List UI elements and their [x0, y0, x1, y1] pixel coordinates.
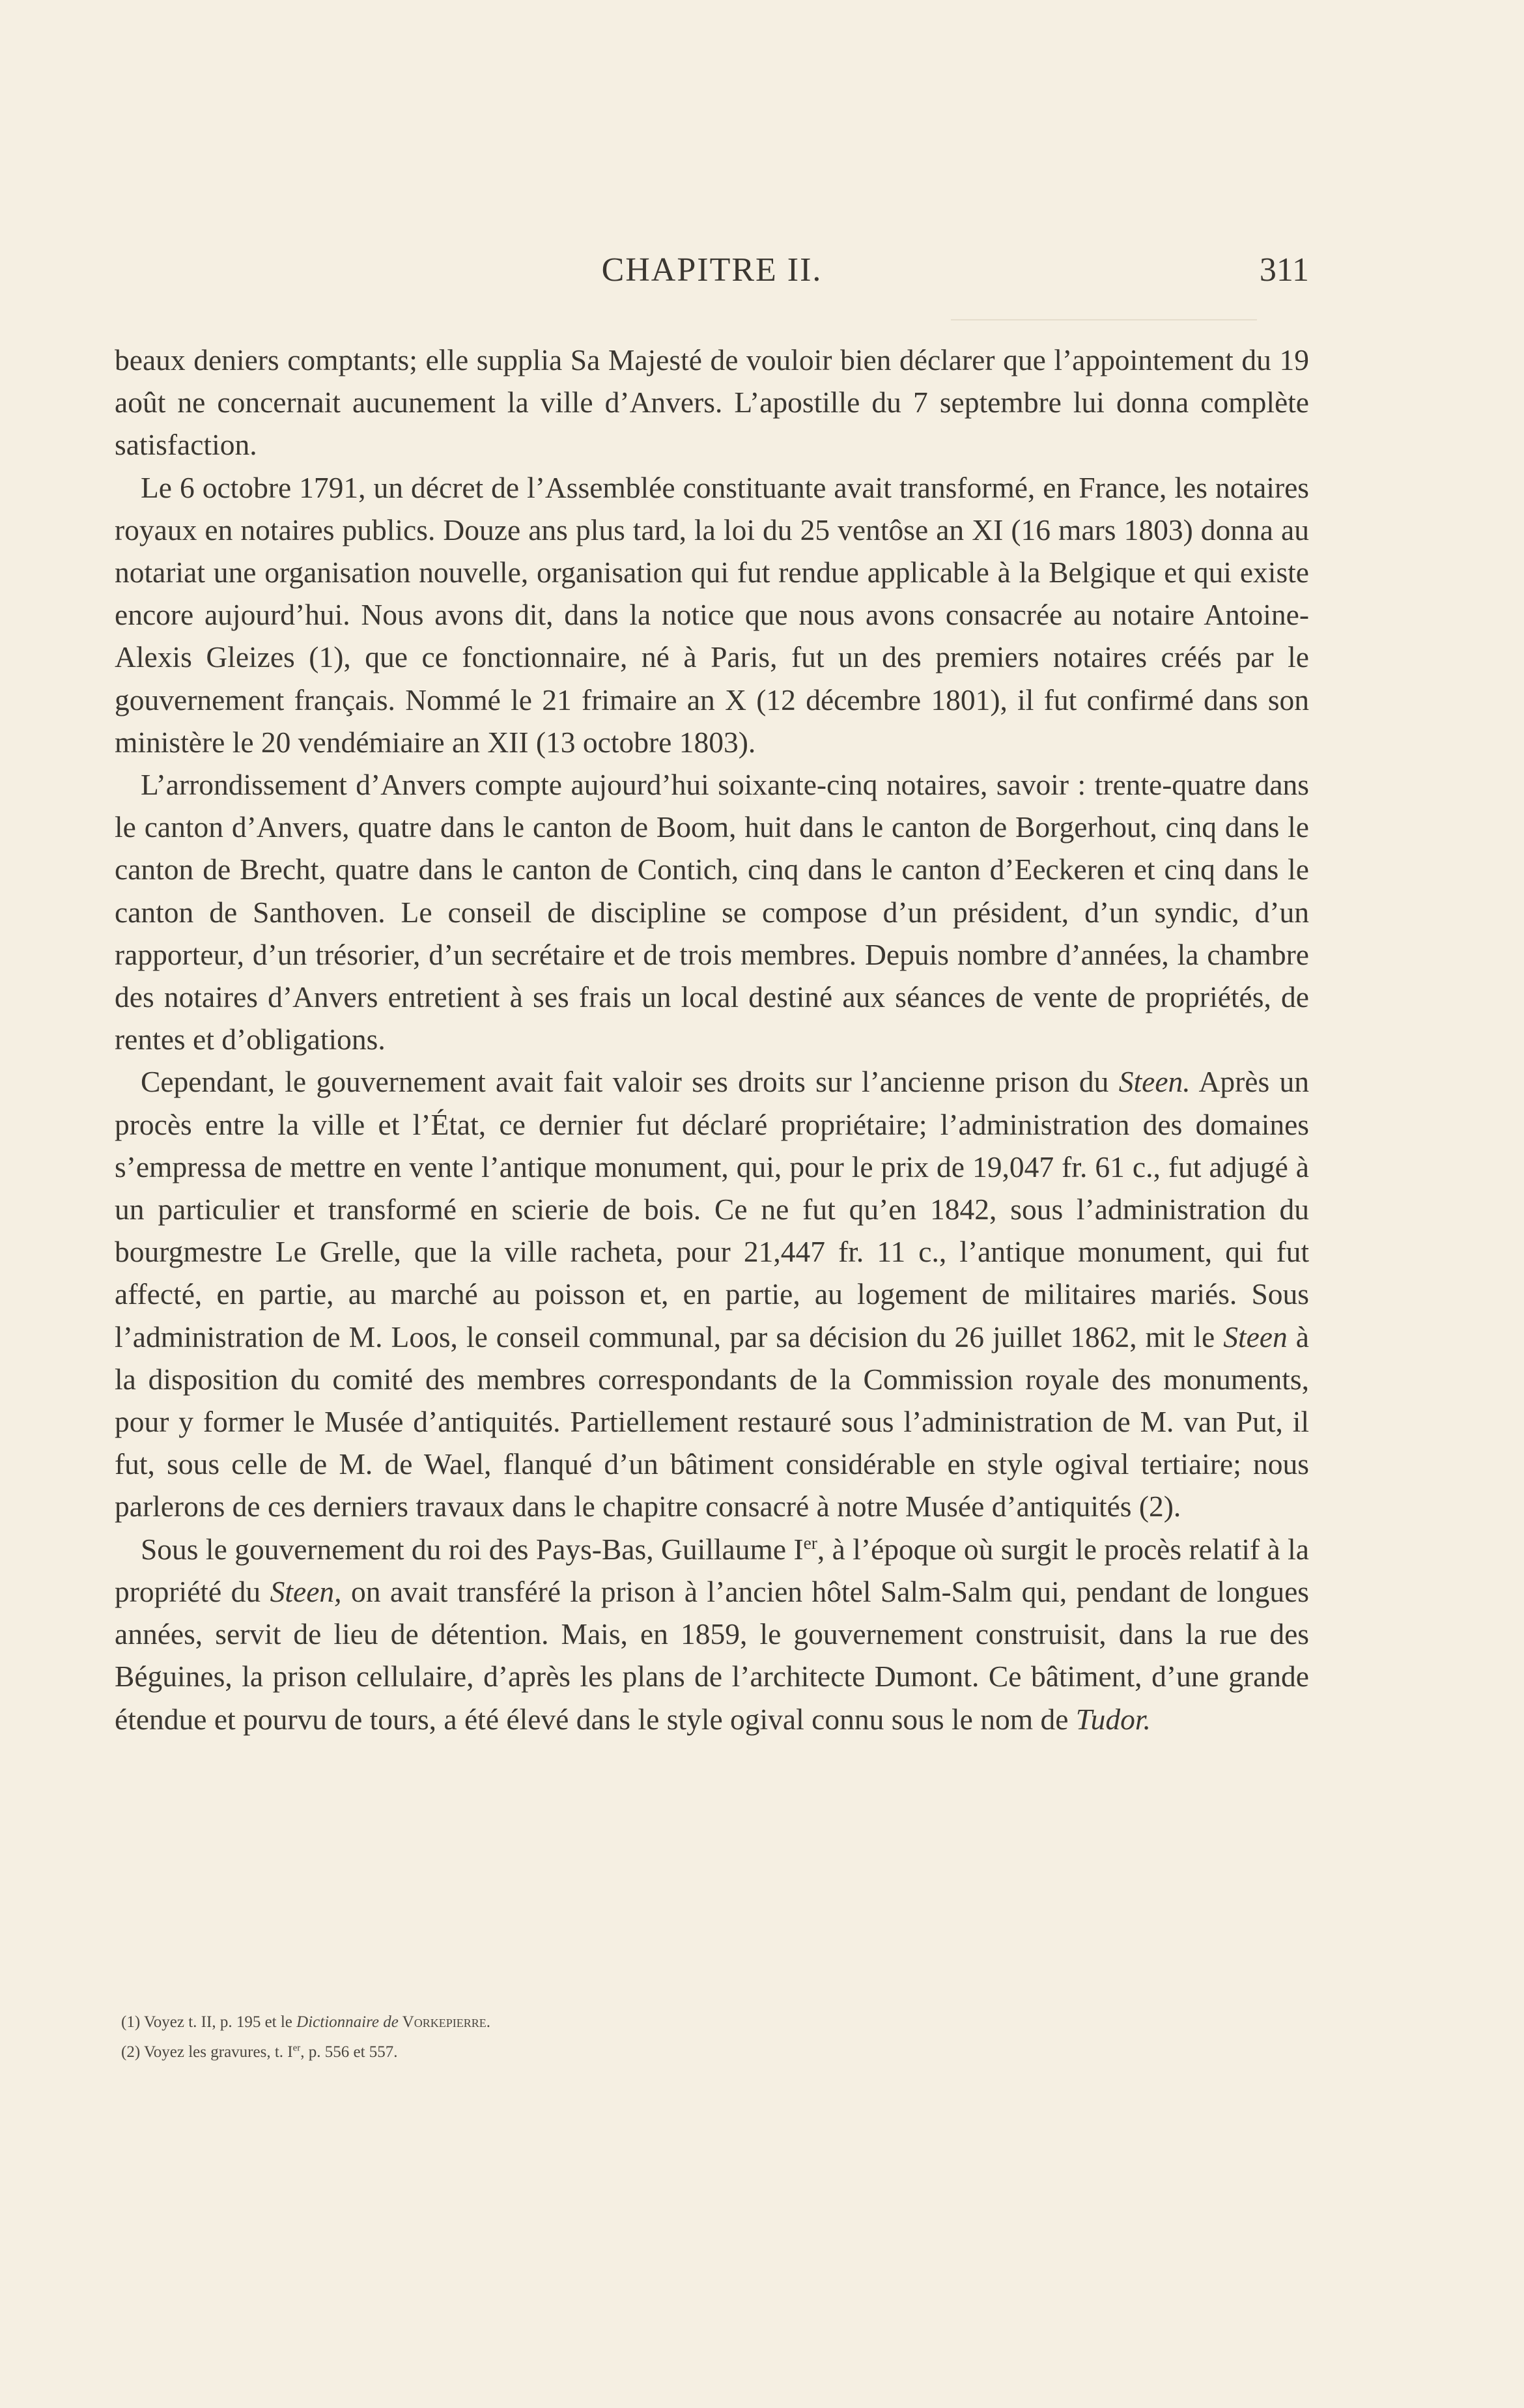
paragraph-5	[115, 1528, 1309, 1740]
paragraph-4-text-a: Cependant, le gouvernement avait fait valoir ses droits sur l’ancienne prison du	[141, 1065, 1119, 1099]
paragraph-3: L’arrondissement d’Anvers compte aujourd’hui soixante-cinq notaires, savoir : trente-quatre dans le canton d’Anvers, quatre dans le canton de Boom, huit dans le canton de Borgerhout, cinq dans le canton de Brecht, quatre dans le canton de Contich, cinq dans le canton d’Eeckeren et cinq dans le canton de Santhoven. Le conseil de discipline se compose d’un président, d’un syndic, d’un rapporteur, d’un trésorier, d’un secrétaire et de trois membres. Depuis nombre d’années, la chambre des notaires d’Anvers entretient à ses frais un local destiné aux séances de vente de propriétés, de rentes et d’obligations.	[115, 768, 1309, 1056]
paragraph-5-text-a: Sous le gouvernement du roi des Pays-Bas, Guillaume I	[141, 1532, 804, 1566]
footnote-2	[121, 2037, 1163, 2067]
body-text	[115, 339, 1309, 1740]
footnote-1-author: Vorkepierre.	[398, 2013, 490, 2031]
page-number: 311	[1259, 251, 1309, 289]
page-header	[115, 251, 1309, 290]
tudor-italic: Tudor.	[1075, 1702, 1151, 1736]
steen-italic-3: Steen,	[270, 1574, 342, 1608]
paragraph-4	[115, 1060, 1309, 1527]
footnote-2-superscript: er	[292, 2043, 301, 2054]
footnote-1-dictionary: Dictionnaire de	[296, 2013, 399, 2031]
header-rule	[951, 319, 1257, 320]
footnote-1	[121, 2007, 1163, 2037]
paragraph-5-text-c: on avait transféré la prison à l’ancien hôtel Salm-Salm qui, pendant de longues années, servit de lieu de détention. Mais, en 1859, le gouvernement construisit, dans la rue des Béguines, la prison cellulaire, d’après les plans de l’architecte Dumont. Ce bâtiment, d’une grande étendue et pourvu de tours, a été élevé dans le style ogival connu sous le nom de	[115, 1574, 1309, 1736]
paragraph-4-text-b: Après un procès entre la ville et l’État, ce dernier fut déclaré propriétaire; l’administration des domaines s’empressa de mettre en vente l’antique monument, qui, pour le prix de 19,047 fr. 61 c., fut adjugé à un particulier et transformé en scierie de bois. Ce ne fut qu’en 1842, sous l’administration du bourgmestre Le Grelle, que la ville racheta, pour 21,447 fr. 11 c., l’antique monument, qui fut affecté, en partie, au marché au poisson et, en partie, au logement de militaires mariés. Sous l’administration de M. Loos, le conseil communal, par sa décision du 26 juillet 1862, mit le	[115, 1065, 1309, 1353]
steen-italic-2: Steen	[1223, 1320, 1288, 1353]
paragraph-1: beaux deniers comptants; elle supplia Sa Majesté de vouloir bien déclarer que l’appointement du 19 août ne concernait aucunement la ville d’Anvers. L’apostille du 7 septembre lui donna complète satisfaction.	[115, 343, 1309, 462]
paragraph-5-text-b: , à l’époque où surgit le procès relatif à la propriété du	[115, 1532, 1309, 1608]
footnote-1-text: (1) Voyez t. II, p. 195 et le	[121, 2013, 297, 2031]
footnotes	[121, 2007, 1163, 2067]
steen-italic-1: Steen.	[1118, 1065, 1191, 1099]
footnote-2-text-b: , p. 556 et 557.	[300, 2043, 398, 2061]
paragraph-4-text-c: à la disposition du comité des membres correspondants de la Commission royale des monuments, pour y former le Musée d’antiquités. Partiellement restauré sous l’administration de M. van Put, il fut, sous celle de M. de Wael, flanqué d’un bâtiment considérable en style ogival tertiaire; nous parlerons de ces derniers travaux dans le chapitre consacré à notre Musée d’antiquités (2).	[115, 1320, 1309, 1523]
running-title: CHAPITRE II.	[601, 251, 823, 289]
superscript-er: er	[803, 1533, 817, 1553]
paragraph-2: Le 6 octobre 1791, un décret de l’Assemblée constituante avait transformé, en France, les notaires royaux en notaires publics. Douze ans plus tard, la loi du 25 ventôse an XI (16 mars 1803) donna au notariat une organisation nouvelle, organisation qui fut rendue applicable à la Belgique et qui existe encore aujourd’hui. Nous avons dit, dans la notice que nous avons consacrée au notaire Antoine-Alexis Gleizes (1), que ce fonctionnaire, né à Paris, fut un des premiers notaires créés par le gouvernement français. Nommé le 21 frimaire an X (12 décembre 1801), il fut confirmé dans son ministère le 20 vendémiaire an XII (13 octobre 1803).	[115, 470, 1309, 759]
footnote-2-text-a: (2) Voyez les gravures, t. I	[121, 2043, 293, 2061]
